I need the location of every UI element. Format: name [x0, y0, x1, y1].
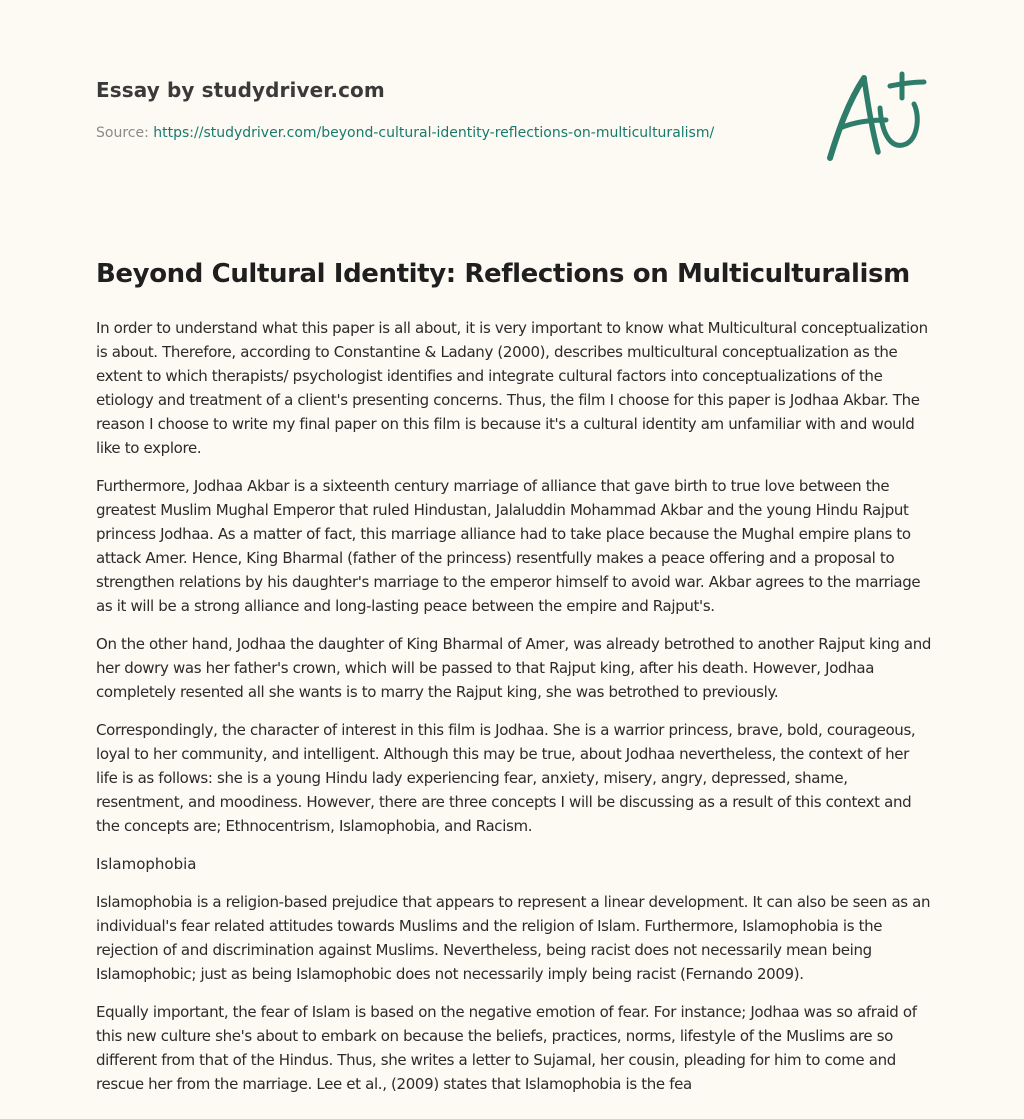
a-plus-logo-icon	[822, 68, 930, 164]
article-paragraph-6: Equally important, the fear of Islam is based on the negative emotion of fear. For instance; Jodhaa was so afraid of this new culture she's about to embark on because the beliefs, practices, norms, lifestyle of the Muslims are so different from that of the Hindus. Thus, she writes a letter to Sujamal, her cousin, pleading for him to come and rescue her from the marriage. Lee et al., (2009) states that Islamophobia is the fea	[96, 1003, 917, 1093]
article-paragraph-5: Islamophobia is a religion-based prejudice that appears to represent a linear development. It can also be seen as an individual's fear related attitudes towards Muslims and the religion of Islam. Furthermore, Islamophobia is the rejection of and discrimination against Muslims. Nevertheless, being racist does not necessarily mean being Islamophobic; just as being Islamophobic does not necessarily imply being racist (Fernando 2009).	[96, 893, 931, 983]
article	[96, 252, 932, 1110]
essay-header	[96, 72, 796, 144]
section-heading-islamophobia: Islamophobia	[96, 855, 197, 873]
article-paragraph-3: On the other hand, Jodhaa the daughter of King Bharmal of Amer, was already betrothed to another Rajput king and her dowry was her father's crown, which will be passed to that Rajput king, after his death. However, Jodhaa completely resented all she wants is to marry the Rajput king, she was betrothed to previously.	[96, 635, 932, 701]
source-line	[96, 122, 796, 144]
article-paragraph-1: In order to understand what this paper is all about, it is very important to know what Multicultural conceptualization is about. Therefore, according to Constantine & Ladany (2000), describes multicultural conceptualization as the extent to which therapists/ psychologist identifies and integrate cultural factors into conceptualizations of the etiology and treatment of a client's presenting concerns. Thus, the film I choose for this paper is Jodhaa Akbar. The reason I choose to write my final paper on this film is because it's a cultural identity am unfamiliar with and would like to explore.	[96, 319, 928, 457]
a-plus-logo-svg	[822, 68, 930, 164]
article-paragraph-4: Correspondingly, the character of interest in this film is Jodhaa. She is a warrior princess, brave, bold, courageous, loyal to her community, and intelligent. Although this may be true, about Jodhaa nevertheless, the context of her life is as follows: she is a young Hindu lady experiencing fear, anxiety, misery, angry, depressed, shame, resentment, and moodiness. However, there are three concepts I will be discussing as a result of this context and the concepts are; Ethnocentrism, Islamophobia, and Racism.	[96, 721, 916, 835]
source-label: Source:	[96, 125, 149, 141]
article-title: Beyond Cultural Identity: Reflections on Multiculturalism	[96, 259, 910, 289]
source-link[interactable]: https://studydriver.com/beyond-cultural-identity-reflections-on-multiculturalism/	[153, 125, 715, 141]
site-title: Essay by studydriver.com	[96, 78, 385, 102]
article-paragraph-2: Furthermore, Jodhaa Akbar is a sixteenth century marriage of alliance that gave birth to true love between the greatest Muslim Mughal Emperor that ruled Hindustan, Jalaluddin Mohammad Akbar and the young Hindu Rajput princess Jodhaa. As a matter of fact, this marriage alliance had to take place because the Mughal empire plans to attack Amer. Hence, King Bharmal (father of the princess) resentfully makes a peace offering and a proposal to strengthen relations by his daughter's marriage to the emperor himself to avoid war. Akbar agrees to the marriage as it will be a strong alliance and long-lasting peace between the empire and Rajput's.	[96, 477, 921, 615]
